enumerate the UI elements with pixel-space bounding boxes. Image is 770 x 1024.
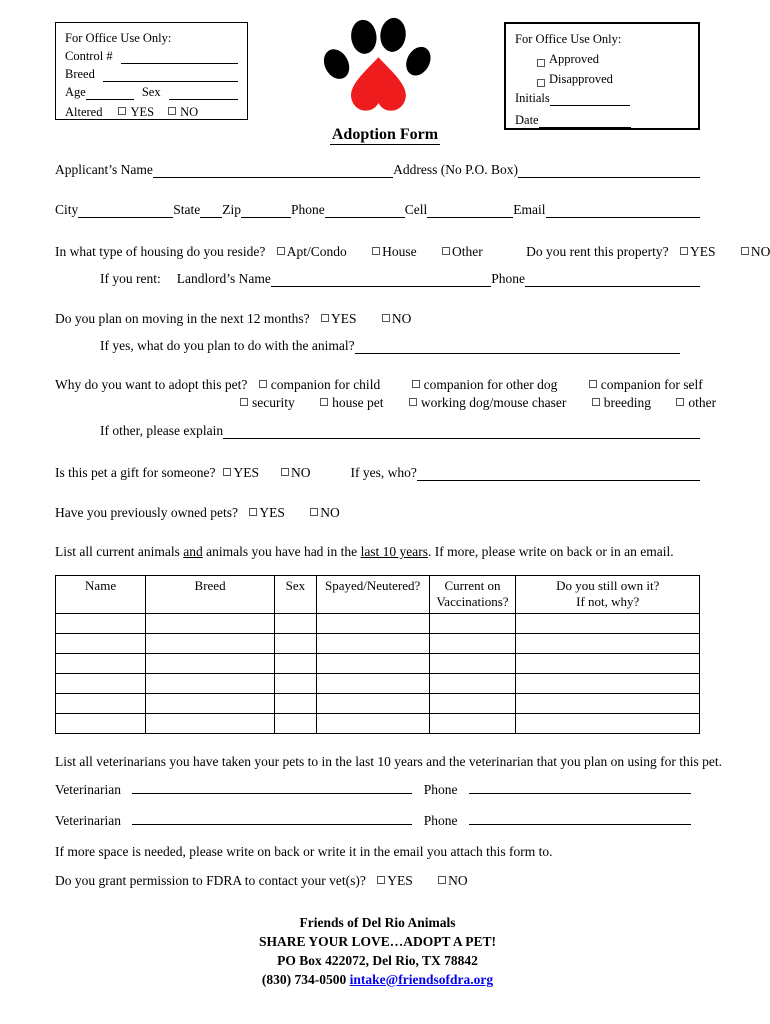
table-cell[interactable]	[146, 713, 275, 733]
rent-no-label: NO	[750, 244, 770, 259]
email-blank[interactable]	[546, 205, 700, 218]
form-body	[0, 162, 770, 989]
table-cell[interactable]	[316, 653, 429, 673]
col-header-name: Name	[56, 576, 146, 614]
rent-question: Do you rent this property?	[526, 244, 669, 259]
permission-no-label: NO	[448, 872, 468, 888]
moving-no-label: NO	[391, 311, 412, 326]
phone-blank[interactable]	[325, 205, 405, 218]
table-cell[interactable]	[56, 653, 146, 673]
table-cell[interactable]	[56, 673, 146, 693]
disapproved-label: Disapproved	[549, 72, 613, 86]
previous-no-option	[310, 505, 340, 520]
applicant-row	[55, 162, 700, 178]
reason-self-label: companion for self	[600, 377, 703, 392]
table-cell[interactable]	[274, 633, 316, 653]
gift-who-blank[interactable]	[417, 468, 700, 481]
housing-option-apt	[277, 244, 347, 259]
reason-self-checkbox[interactable]	[589, 380, 597, 388]
office-sex-label: Sex	[141, 85, 161, 99]
if-you-rent-label: If you rent:	[100, 271, 161, 286]
housing-option-house	[372, 244, 417, 259]
org-email-link[interactable]: intake@friendsofdra.org	[349, 971, 494, 987]
table-cell[interactable]	[146, 673, 275, 693]
moving-plan-label: If yes, what do you plan to do with the animal?	[100, 338, 355, 353]
reason-child-checkbox[interactable]	[259, 380, 267, 388]
table-cell[interactable]	[516, 653, 700, 673]
reason-working-label: working dog/mouse chaser	[420, 395, 567, 410]
office-use-box-right	[504, 22, 700, 130]
permission-yes-label: YES	[387, 872, 413, 888]
office-age-label: Age	[65, 85, 86, 99]
table-cell[interactable]	[429, 673, 516, 693]
permission-yes-checkbox[interactable]	[377, 876, 385, 884]
vet1-phone-label: Phone	[423, 781, 458, 797]
table-cell[interactable]	[316, 673, 429, 693]
reason-working-checkbox[interactable]	[409, 398, 417, 406]
table-cell[interactable]	[516, 613, 700, 633]
reason-breeding-label: breeding	[603, 395, 651, 410]
reason-other-label: other	[688, 395, 717, 410]
reason-otherdog-checkbox[interactable]	[412, 380, 420, 388]
table-row	[56, 673, 700, 693]
reason-child-label: companion for child	[270, 377, 381, 392]
reason-question: Why do you want to adopt this pet?	[55, 377, 248, 392]
disapproved-checkbox[interactable]	[537, 79, 545, 87]
table-row	[56, 653, 700, 673]
moving-yes-label: YES	[330, 311, 357, 326]
permission-yes-option	[377, 873, 413, 888]
vet1-label: Veterinarian	[55, 781, 121, 797]
phone-label: Phone	[291, 202, 325, 217]
landlord-phone-blank[interactable]	[525, 274, 700, 287]
moving-no-option	[382, 311, 412, 326]
altered-no-label: NO	[180, 105, 199, 119]
animal-list-intro-and: and	[183, 544, 203, 559]
altered-yes-option	[118, 105, 154, 120]
org-address: PO Box 422072, Del Rio, TX 78842	[277, 952, 478, 968]
permission-no-option	[438, 873, 468, 888]
reason-otherdog-label: companion for other dog	[423, 377, 558, 392]
reason-explain-row	[55, 423, 700, 439]
reason-explain-blank[interactable]	[223, 426, 700, 439]
landlord-phone-label: Phone	[491, 271, 525, 286]
gift-no-option	[281, 465, 311, 481]
table-row	[56, 633, 700, 653]
reason-self-option	[589, 377, 703, 392]
office-sex-blank[interactable]	[169, 86, 238, 100]
vet-row-2	[55, 811, 700, 829]
vet-permission-row	[55, 873, 700, 889]
reason-security-option	[240, 395, 295, 410]
table-cell[interactable]	[56, 613, 146, 633]
rent-yes-checkbox[interactable]	[680, 247, 688, 255]
table-cell[interactable]	[316, 633, 429, 653]
gift-question: Is this pet a gift for someone?	[55, 465, 216, 480]
altered-no-option	[168, 105, 198, 120]
previous-pets-question: Have you previously owned pets?	[55, 505, 238, 520]
address-blank[interactable]	[518, 165, 700, 178]
table-cell[interactable]	[146, 613, 275, 633]
vet-permission-question: Do you grant permission to FDRA to contact your vet(s)?	[55, 872, 366, 888]
office-age-blank[interactable]	[86, 86, 134, 100]
paw-pad-heart	[351, 57, 406, 110]
housing-other-label: Other	[451, 244, 483, 259]
animal-list-intro-part1: List all current animals	[55, 544, 184, 559]
approved-label: Approved	[549, 52, 599, 66]
housing-house-label: House	[382, 244, 417, 259]
vet-row-1	[55, 780, 700, 798]
table-cell[interactable]	[316, 613, 429, 633]
office-left-title: For Office Use Only:	[65, 31, 172, 45]
pets-table-header-row	[56, 576, 700, 614]
city-label: City	[55, 202, 79, 217]
table-cell[interactable]	[516, 713, 700, 733]
housing-apt-checkbox[interactable]	[277, 247, 285, 255]
table-cell[interactable]	[56, 693, 146, 713]
permission-no-checkbox[interactable]	[438, 876, 446, 884]
altered-no-checkbox[interactable]	[168, 107, 176, 115]
org-name: Friends of Del Rio Animals	[299, 914, 456, 930]
previous-pets-row	[55, 505, 700, 521]
paw-logo	[320, 12, 432, 124]
more-space-note: If more space is needed, please write on back or write it in the email you attach this form to.	[55, 843, 553, 859]
table-cell[interactable]	[429, 613, 516, 633]
reason-housepet-option	[320, 395, 383, 410]
org-phone: (830) 734-0500	[261, 971, 347, 987]
moving-plan-row	[55, 338, 700, 354]
cell-blank[interactable]	[427, 205, 513, 218]
office-use-box-left	[55, 22, 248, 120]
gift-yes-option	[223, 465, 259, 481]
reason-row-1	[55, 377, 703, 393]
table-cell[interactable]	[429, 713, 516, 733]
vet2-phone-label: Phone	[423, 812, 458, 828]
table-cell[interactable]	[516, 693, 700, 713]
reason-other-option	[676, 395, 716, 410]
page-title: Adoption Form	[331, 126, 439, 143]
gift-yes-label: YES	[233, 465, 259, 480]
zip-blank[interactable]	[241, 205, 291, 218]
landlord-name-label: Landlord’s Name	[176, 271, 271, 286]
org-contact-line	[55, 970, 700, 989]
gift-who-label: If yes, who?	[350, 465, 417, 480]
table-cell[interactable]	[429, 633, 516, 653]
table-cell[interactable]	[274, 713, 316, 733]
pets-table	[55, 575, 700, 734]
housing-apt-label: Apt/Condo	[286, 244, 347, 259]
office-breed-label: Breed	[65, 67, 95, 81]
paw-toe-top-left	[349, 19, 378, 56]
table-cell[interactable]	[274, 673, 316, 693]
paw-toe-right	[401, 43, 432, 80]
applicant-name-blank[interactable]	[153, 165, 393, 178]
reason-security-checkbox[interactable]	[240, 398, 248, 406]
gift-no-label: NO	[290, 465, 311, 480]
table-cell[interactable]	[274, 613, 316, 633]
col-header-sex: Sex	[274, 576, 316, 614]
reason-row-2	[55, 395, 717, 411]
reason-housepet-label: house pet	[332, 395, 384, 410]
moving-row	[55, 311, 700, 327]
rent-no-option	[741, 244, 770, 259]
table-row	[56, 693, 700, 713]
moving-plan-blank[interactable]	[355, 341, 680, 354]
vet1-name-blank[interactable]	[132, 780, 412, 794]
reason-other-checkbox[interactable]	[676, 398, 684, 406]
state-blank[interactable]	[200, 205, 222, 218]
rent-no-checkbox[interactable]	[741, 247, 749, 255]
vet1-phone-blank[interactable]	[469, 780, 691, 794]
initials-blank[interactable]	[550, 92, 630, 106]
moving-question: Do you plan on moving in the next 12 months?	[55, 311, 310, 326]
altered-yes-checkbox[interactable]	[118, 107, 126, 115]
org-footer	[55, 913, 700, 989]
reason-explain-label: If other, please explain	[100, 423, 224, 438]
table-cell[interactable]	[316, 693, 429, 713]
city-row	[55, 202, 700, 218]
previous-no-checkbox[interactable]	[310, 508, 318, 516]
animal-list-intro-part5: . If more, please write on back or in an email.	[428, 544, 674, 559]
landlord-row	[55, 271, 700, 287]
moving-yes-option	[321, 311, 357, 326]
address-label: Address (No P.O. Box)	[393, 162, 518, 177]
reason-working-option	[409, 395, 566, 410]
state-label: State	[173, 202, 201, 217]
office-breed-blank[interactable]	[103, 68, 238, 82]
reason-housepet-checkbox[interactable]	[320, 398, 328, 406]
col-header-breed: Breed	[146, 576, 275, 614]
housing-question: In what type of housing do you reside?	[55, 244, 266, 259]
control-number-blank[interactable]	[121, 50, 238, 64]
table-row	[56, 613, 700, 633]
vet2-label: Veterinarian	[55, 812, 121, 828]
moving-yes-checkbox[interactable]	[321, 314, 329, 322]
table-cell[interactable]	[274, 693, 316, 713]
org-tagline: SHARE YOUR LOVE…ADOPT A PET!	[258, 933, 497, 949]
animal-list-intro	[55, 544, 700, 560]
col-header-still-own: Do you still own it? If not, why?	[516, 576, 700, 614]
animal-list-intro-years: last 10 years	[360, 544, 429, 559]
reason-otherdog-option	[412, 377, 558, 392]
table-row	[56, 713, 700, 733]
gift-yes-checkbox[interactable]	[223, 468, 231, 476]
previous-no-label: NO	[320, 505, 340, 520]
table-cell[interactable]	[146, 653, 275, 673]
housing-house-checkbox[interactable]	[372, 247, 380, 255]
paw-toe-top-right	[379, 17, 408, 54]
table-cell[interactable]	[516, 633, 700, 653]
date-label: Date	[515, 113, 539, 127]
office-right-title: For Office Use Only:	[515, 32, 622, 46]
table-cell[interactable]	[146, 693, 275, 713]
housing-option-other	[442, 244, 483, 259]
housing-other-checkbox[interactable]	[442, 247, 450, 255]
form-header	[0, 0, 770, 150]
previous-yes-option	[249, 505, 285, 520]
reason-breeding-checkbox[interactable]	[592, 398, 600, 406]
rent-yes-label: YES	[689, 244, 716, 259]
table-cell[interactable]	[429, 693, 516, 713]
reason-child-option	[259, 377, 380, 392]
gift-row	[55, 465, 700, 481]
moving-no-checkbox[interactable]	[382, 314, 390, 322]
vets-intro: List all veterinarians you have taken your pets to in the last 10 years and the veterinarian that you plan on using for this pet.	[55, 753, 722, 769]
table-cell[interactable]	[316, 713, 429, 733]
table-cell[interactable]	[56, 633, 146, 653]
paw-toe-left	[320, 45, 354, 83]
animal-list-intro-part3: animals you have had in the	[202, 544, 361, 559]
previous-yes-checkbox[interactable]	[249, 508, 257, 516]
approved-checkbox[interactable]	[537, 59, 545, 67]
landlord-name-blank[interactable]	[271, 274, 491, 287]
initials-label: Initials	[515, 91, 550, 105]
altered-yes-label: YES	[130, 105, 155, 119]
city-blank[interactable]	[78, 205, 173, 218]
vet2-name-blank[interactable]	[132, 811, 412, 825]
rent-yes-option	[680, 244, 716, 259]
email-label: Email	[513, 202, 546, 217]
previous-yes-label: YES	[259, 505, 285, 520]
cell-label: Cell	[404, 202, 428, 217]
gift-no-checkbox[interactable]	[281, 468, 289, 476]
reason-security-label: security	[252, 395, 295, 410]
table-cell[interactable]	[56, 713, 146, 733]
altered-label: Altered	[65, 105, 103, 119]
table-cell[interactable]	[146, 633, 275, 653]
applicant-name-label: Applicant’s Name	[55, 162, 153, 177]
table-cell[interactable]	[429, 653, 516, 673]
table-cell[interactable]	[274, 653, 316, 673]
table-cell[interactable]	[516, 673, 700, 693]
housing-row	[55, 244, 770, 260]
control-number-label: Control #	[65, 49, 113, 63]
zip-label: Zip	[222, 202, 242, 217]
col-header-vaccinations: Current on Vaccinations?	[429, 576, 516, 614]
col-header-spayed: Spayed/Neutered?	[316, 576, 429, 614]
reason-breeding-option	[592, 395, 651, 410]
vet2-phone-blank[interactable]	[469, 811, 691, 825]
